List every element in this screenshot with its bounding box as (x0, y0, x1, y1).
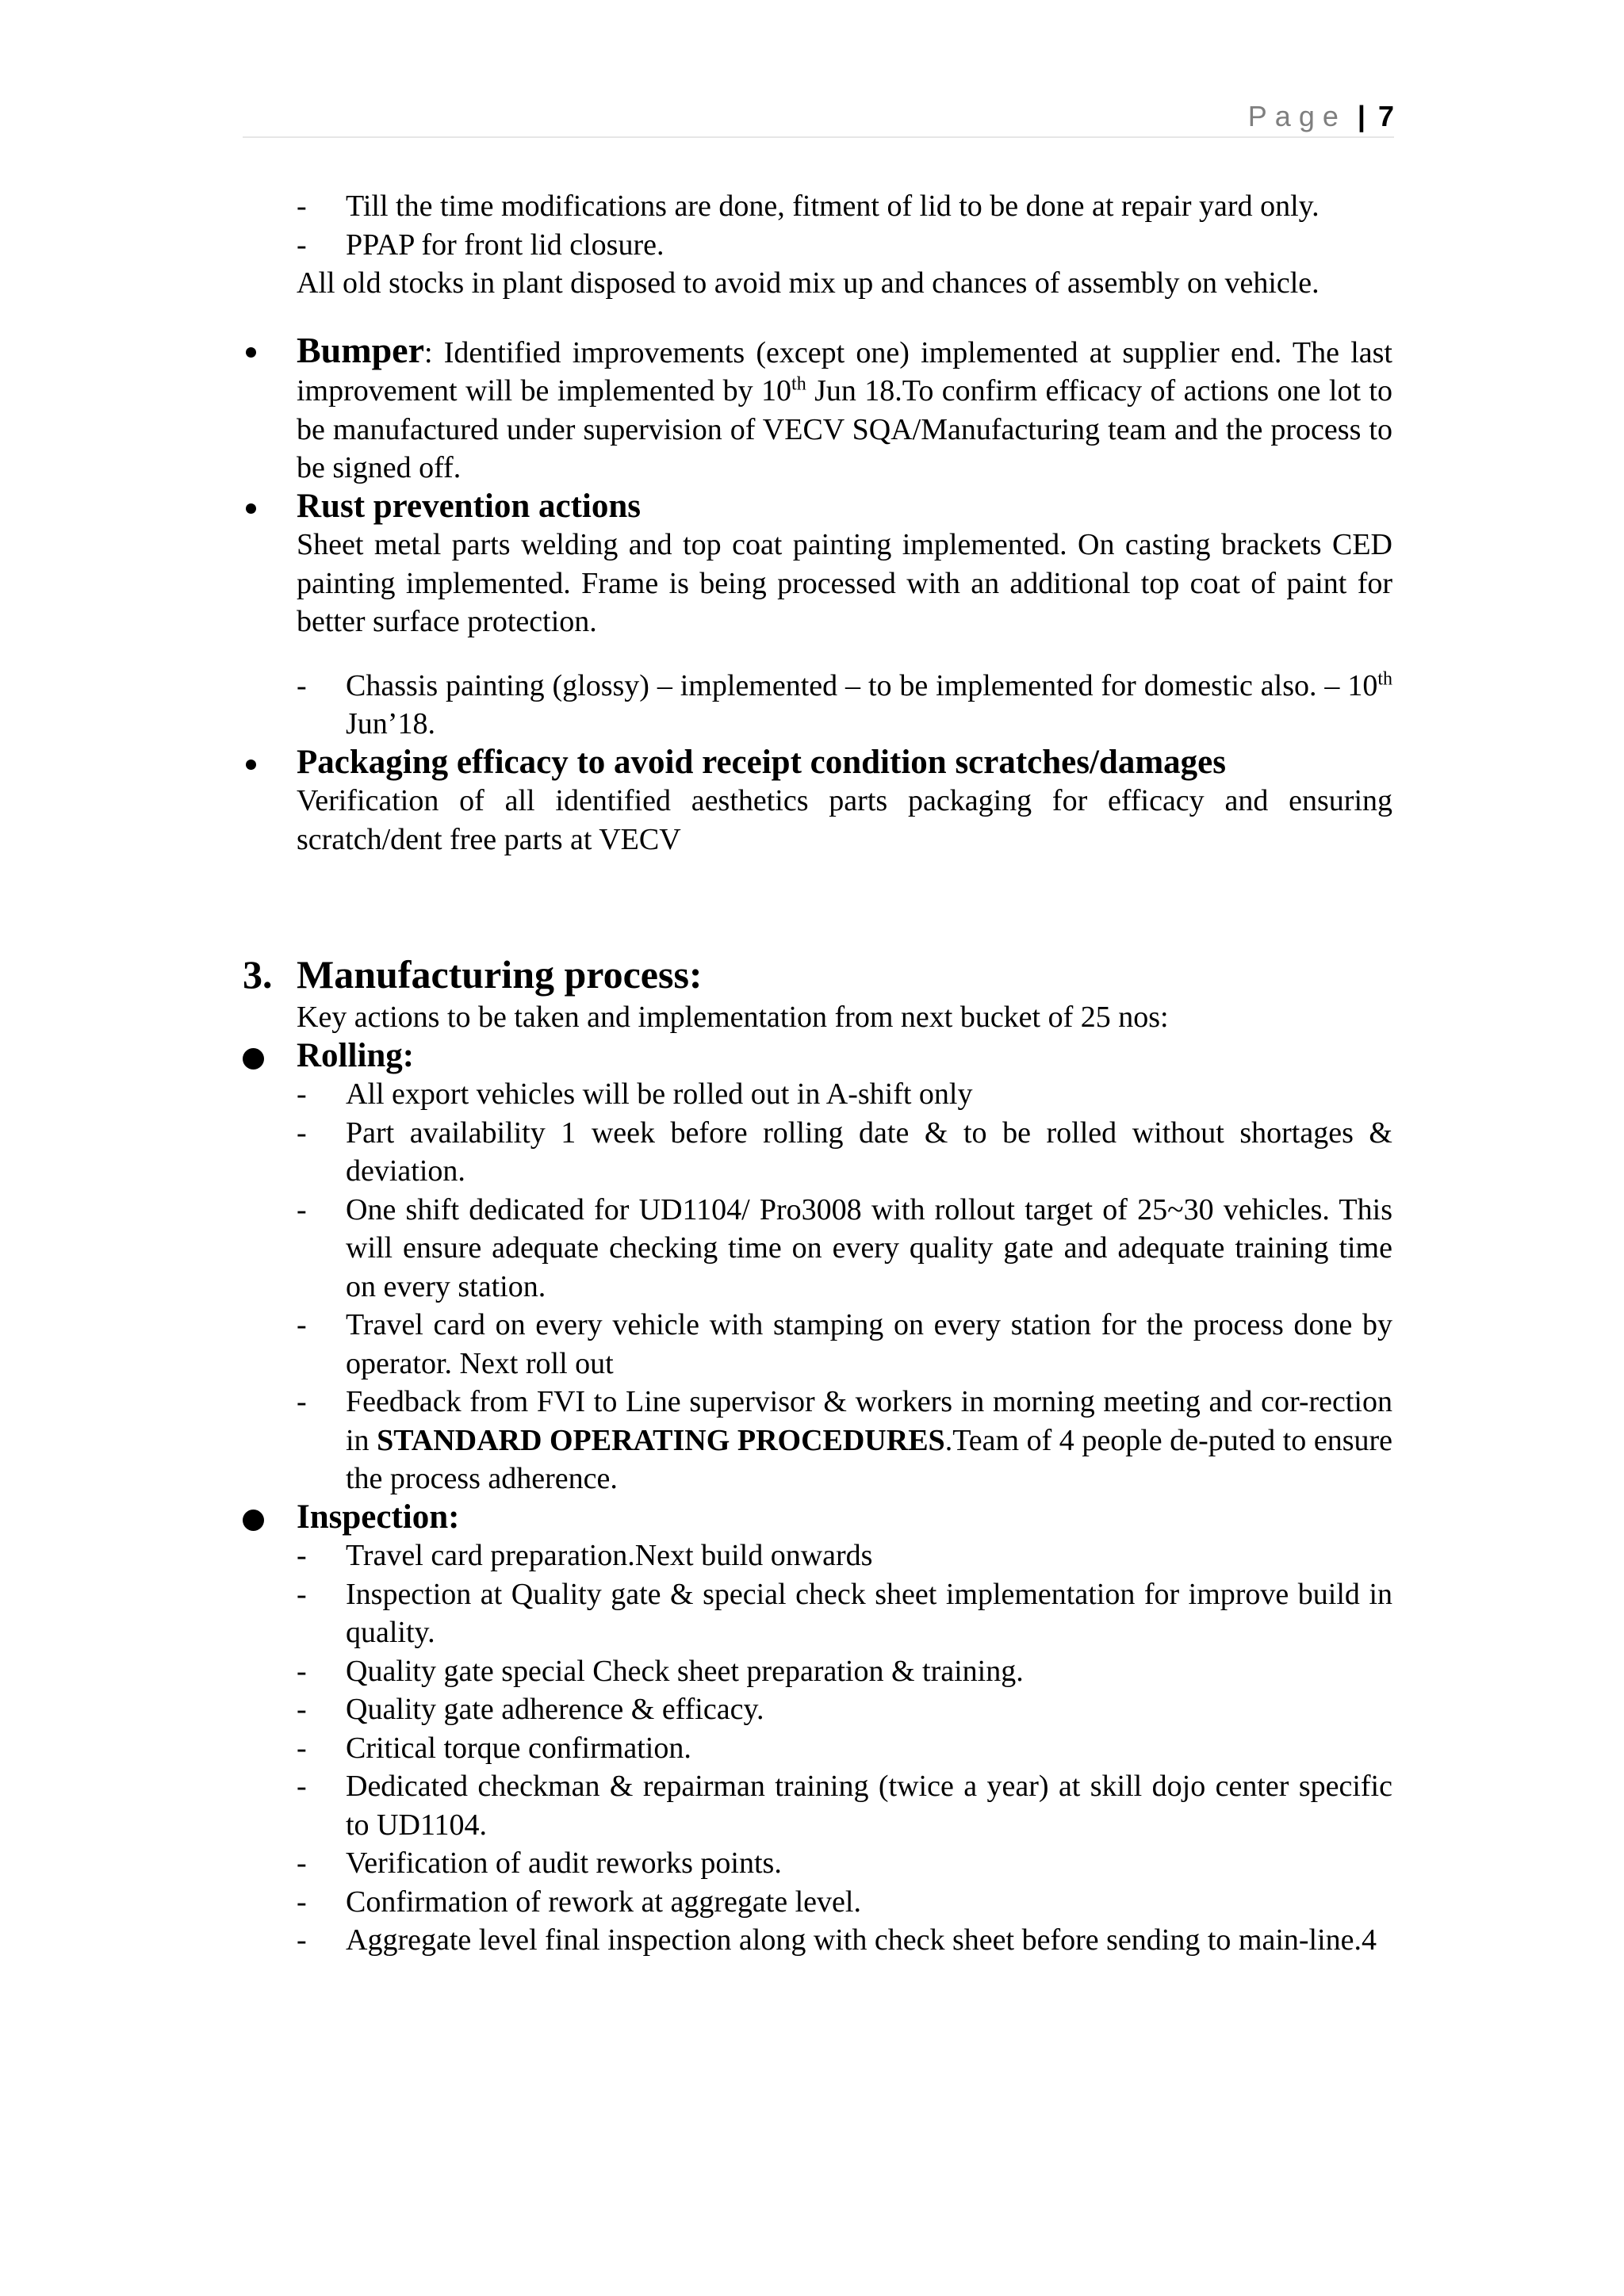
sop-text: STANDARD OPERATING PROCEDURES (377, 1423, 945, 1457)
list-item: - Feedback from FVI to Line supervisor & workers in morning meeting and cor-rection in STANDARD OPERATING PROCEDURES.Team of 4 people de-puted to ensure the process adherence. (297, 1385, 1393, 1495)
bumper-text: : Identified improvements (except one) implemented at supplier end. The last improvement will be implemented by 10 (297, 335, 1392, 408)
rolling-title: Rolling: (297, 1036, 415, 1074)
section-number: 3. (243, 952, 273, 997)
list-item: - Chassis painting (glossy) – implemented – to be implemented for domestic also. – 10th Jun’18. (297, 668, 1392, 740)
list-item: - All export vehicles will be rolled out in A-shift only (297, 1077, 973, 1111)
rust-section (243, 488, 1392, 641)
list-item: - Critical torque confirmation. (297, 1731, 691, 1765)
section-heading: Manufacturing process: (297, 952, 703, 997)
list-item: - Inspection at Quality gate & special check sheet implementation for improve build in quality. (297, 1577, 1392, 1649)
section-intro: Key actions to be taken and implementation from next bucket of 25 nos: (297, 1001, 1169, 1034)
rust-dash-list (243, 667, 1392, 744)
rust-text: Sheet metal parts welding and top coat painting implemented. On casting brackets CED painting implemented. Frame is being processed with an additional top coat of paint for better surface protection. (297, 528, 1392, 638)
list-item: - Quality gate special Check sheet preparation & training. (297, 1654, 1024, 1688)
list-item: - PPAP for front lid closure. (297, 228, 665, 262)
packaging-text: Verification of all identified aesthetics parts packaging for efficacy and ensuring scratch/dent free parts at VECV (297, 784, 1392, 856)
top-dash-list (243, 187, 1392, 264)
bullet-icon (246, 760, 256, 770)
list-item: - Dedicated checkman & repairman training (twice a year) at skill dojo center specific to UD1104. (297, 1770, 1392, 1842)
rolling-list (243, 1075, 1392, 1498)
list-item: - Till the time modifications are done, fitment of lid to be done at repair yard only. (297, 189, 1320, 223)
document-body (243, 187, 1392, 1960)
list-item: - Travel card on every vehicle with stamping on every station for the process done by operator. Next roll out (297, 1308, 1392, 1380)
list-item: - Travel card preparation.Next build onwards (297, 1539, 873, 1572)
page-label: Page (1247, 100, 1346, 132)
inspection-section (243, 1498, 1392, 1537)
page-number: 7 (1377, 100, 1394, 132)
list-item: - One shift dedicated for UD1104/ Pro3008 with rollout target of 25~30 vehicles. This will ensure adequate checking time on every quality gate and adequate training time on every station. (297, 1192, 1392, 1303)
list-item: - Quality gate adherence & efficacy. (297, 1693, 764, 1726)
rolling-section (243, 1037, 1392, 1076)
old-stocks-paragraph: All old stocks in plant disposed to avoid mix up and chances of assembly on vehicle. (297, 266, 1320, 300)
bullet-icon (246, 503, 256, 514)
list-item: - Part availability 1 week before rolling date & to be rolled without shortages & deviation. (297, 1115, 1392, 1188)
bullet-icon (246, 347, 256, 358)
rust-title: Rust prevention actions (297, 487, 642, 525)
list-item: - Verification of audit reworks points. (297, 1846, 782, 1880)
page-separator: | (1357, 100, 1365, 132)
bullet-icon (243, 1048, 264, 1070)
inspection-list (243, 1536, 1392, 1960)
inspection-title: Inspection: (297, 1498, 460, 1536)
list-item: - Confirmation of rework at aggregate level. (297, 1885, 861, 1919)
packaging-section (243, 744, 1392, 859)
list-item: - Aggregate level final inspection along with check sheet before sending to main-line.4 (297, 1923, 1377, 1957)
page-header (243, 97, 1394, 138)
bumper-title: Bumper (297, 329, 424, 370)
bumper-section: Bumper: Identified improvements (except one) implemented at supplier end. The last improvement will be implemented by 10th Jun 18.To confirm efficacy of actions one lot to be manufactured under supervision of VECV SQA/Manufacturing team and the process to be signed off. (243, 331, 1392, 488)
packaging-title: Packaging efficacy to avoid receipt condition scratches/damages (297, 743, 1226, 781)
section-title (243, 951, 1392, 998)
bullet-icon (243, 1510, 264, 1531)
